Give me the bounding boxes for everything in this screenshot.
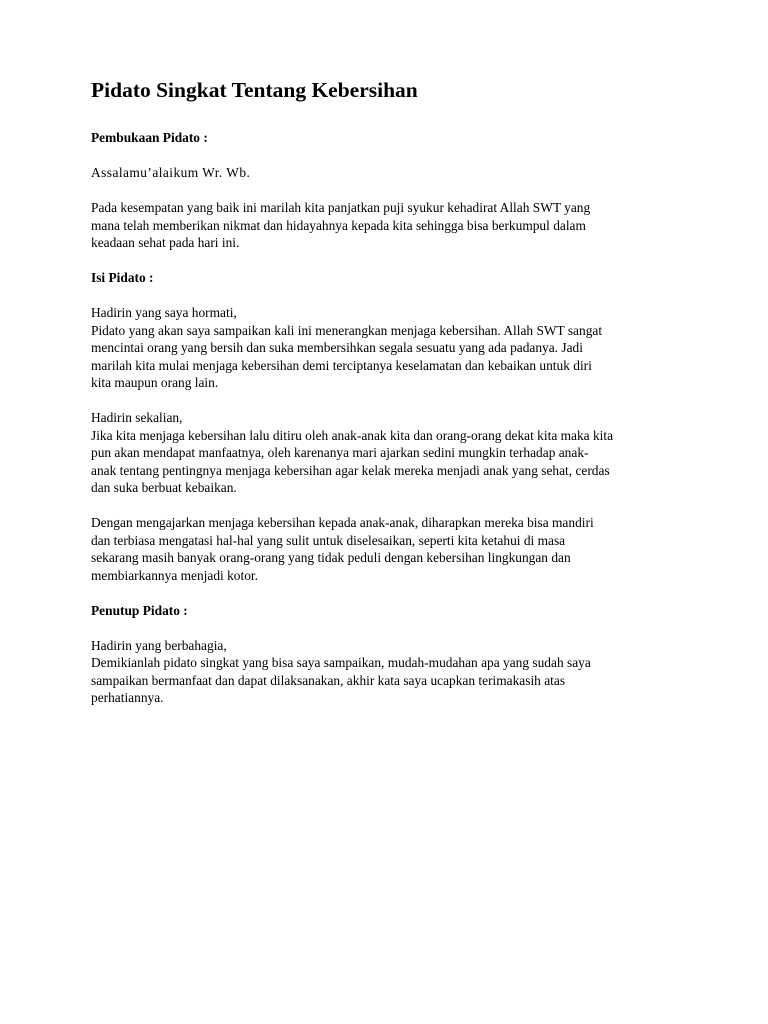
content-paragraph-2 [91,409,691,497]
content-heading: Isi Pidato : [91,270,154,285]
text-line: anak tentang pentingnya menjaga kebersihan agar kelak mereka menjadi anak yang sehat, cerdas [91,462,610,478]
closing-heading: Penutup Pidato : [91,602,188,618]
text-line: Pada kesempatan yang baik ini marilah kita panjatkan puji syukur kehadirat Allah SWT yang [91,200,591,215]
content-paragraph-3 [91,514,691,584]
text-line: Dengan mengajarkan menjaga kebersihan kepada anak-anak, diharapkan mereka bisa mandiri [91,515,594,530]
text-line: kita maupun orang lain. [91,375,219,390]
document-title: Pidato Singkat Tentang Kebersihan [91,78,418,102]
text-line: membiarkannya menjadi kotor. [91,567,258,583]
text-line: mencintai orang yang bersih dan suka membersihkan segala sesuatu yang ada padanya. Jadi [91,340,583,355]
text-line: Hadirin yang berbahagia, [91,637,227,653]
closing-paragraph [91,637,691,707]
content-paragraph-1 [91,304,691,392]
text-line: dan terbiasa mengatasi hal-hal yang sulit untuk diselesaikan, seperti kita ketahui di masa [91,532,566,548]
text-line: Demikianlah pidato singkat yang bisa saya sampaikan, mudah-mudahan apa yang sudah saya [91,655,591,670]
text-line: sampaikan bermanfaat dan dapat dilaksanakan, akhir kata saya ucapkan terimakasih atas [91,672,566,688]
text-line: sekarang masih banyak orang-orang yang tidak peduli dengan kebersihan lingkungan dan [91,550,571,565]
text-line: keadaan sehat pada hari ini. [91,235,240,250]
text-line: Hadirin sekalian, [91,410,183,425]
text-line: Jika kita menjaga kebersihan lalu ditiru oleh anak-anak kita dan orang-orang dekat kita maka kita [91,427,614,443]
document-page [91,76,691,707]
opening-paragraph [91,199,691,252]
text-line: marilah kita mulai menjaga kebersihan demi terciptanya keselamatan dan kebaikan untuk diri [91,357,592,373]
opening-greeting: Assalamu’alaikum Wr. Wb. [91,165,251,180]
text-line: dan suka berbuat kebaikan. [91,480,237,495]
text-line: perhatiannya. [91,690,164,705]
text-line: Pidato yang akan saya sampaikan kali ini menerangkan menjaga kebersihan. Allah SWT sangat [91,322,603,338]
text-line: mana telah memberikan nikmat dan hidayahnya kepada kita sehingga bisa berkumpul dalam [91,217,586,233]
text-line: pun akan mendapat manfaatnya, oleh karenanya mari ajarkan sedini mungkin terhadap anak- [91,445,589,460]
opening-heading: Pembukaan Pidato : [91,130,208,145]
text-line: Hadirin yang saya hormati, [91,305,237,320]
